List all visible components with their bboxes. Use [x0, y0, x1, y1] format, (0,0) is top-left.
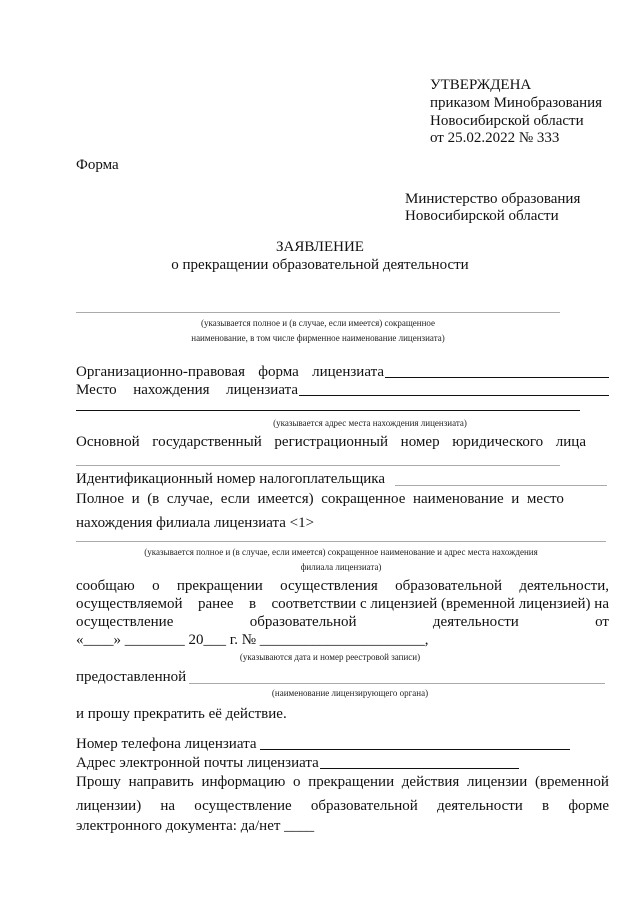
org-form-label — [76, 363, 384, 381]
notify-word: лицензии — [467, 774, 528, 790]
notify-word: (временной — [534, 774, 609, 790]
ogrn-word: государственный — [152, 434, 262, 450]
org-form-field[interactable] — [385, 377, 609, 378]
body-line-1 — [76, 577, 609, 595]
request-end: и прошу прекратить её действие. — [76, 706, 287, 722]
location-word: Место — [76, 382, 117, 398]
authority-field[interactable] — [189, 683, 605, 684]
branch-word: и — [511, 491, 520, 507]
notify-word: прекращении — [308, 774, 395, 790]
branch-word: и — [131, 491, 140, 507]
body-word: сообщаю — [76, 578, 135, 594]
body-word: деятельности, — [519, 578, 609, 594]
org-form-word: форма — [258, 364, 299, 380]
provided-label: предоставленной — [76, 669, 187, 685]
hint-name-line-2: наименование, в том числе фирменное наименование лицензиата) — [191, 333, 445, 343]
body-line-3 — [76, 613, 609, 631]
inn-label: Идентификационный номер налогоплательщика — [76, 471, 386, 487]
ogrn-word: регистрационный — [274, 434, 389, 450]
ogrn-label — [76, 433, 586, 451]
branch-label-line-1 — [76, 490, 564, 508]
branch-word: сокращенное — [321, 491, 406, 507]
body-word: в — [248, 596, 257, 612]
hint-address: (указывается адрес места нахождения лицензиата) — [273, 418, 467, 428]
branch-label-line-2: нахождения филиала лицензиата <1> — [76, 515, 315, 531]
body-word: осуществляемой — [76, 596, 183, 612]
phone-label: Номер телефона лицензиата — [76, 736, 257, 752]
branch-word: имеется) — [257, 491, 314, 507]
body-word: образовательной — [395, 578, 503, 594]
ogrn-word: лица — [555, 434, 586, 450]
body-word: деятельности — [432, 614, 519, 630]
approval-line-4: от 25.02.2022 № 333 — [430, 130, 560, 146]
hint-authority: (наименование лицензирующего органа) — [271, 688, 429, 698]
ogrn-field[interactable] — [76, 465, 560, 466]
notify-word: направить — [128, 774, 194, 790]
inn-field[interactable] — [395, 485, 607, 486]
approval-line-3: Новосибирской области — [430, 113, 584, 129]
branch-word: случае, — [166, 491, 214, 507]
body-word: о — [152, 578, 160, 594]
location-field-cont[interactable] — [76, 410, 580, 411]
notify-word: Прошу — [76, 774, 121, 790]
form-label: Форма — [76, 157, 119, 173]
location-label — [76, 381, 298, 399]
phone-field[interactable] — [260, 749, 570, 750]
notify-word: деятельности — [436, 798, 523, 814]
notify-word: форме — [568, 798, 609, 814]
branch-word: если — [220, 491, 250, 507]
approval-line-1: УТВЕРЖДЕНА — [430, 77, 532, 93]
notify-word: лицензии) — [76, 798, 142, 814]
branch-field[interactable] — [76, 541, 606, 542]
location-word: лицензиата — [226, 382, 298, 398]
body-line-2 — [76, 595, 609, 613]
notify-word: на — [160, 798, 176, 814]
ogrn-word: Основной — [76, 434, 140, 450]
hint-branch-line-1: (указывается полное и (в случае, если имеется) сокращенное наименование и адрес места нахождения — [144, 547, 538, 557]
notify-line-2 — [76, 797, 609, 815]
approval-line-2: приказом Минобразования — [430, 95, 603, 111]
recipient-line-2: Новосибирской области — [405, 208, 559, 224]
email-field[interactable] — [320, 768, 519, 769]
body-word: осуществления — [280, 578, 378, 594]
notify-word: в — [542, 798, 550, 814]
body-word: соответствии с лицензией (временной лицензией) на — [271, 596, 609, 612]
ogrn-word: юридического — [452, 434, 544, 450]
email-label: Адрес электронной почты лицензиата — [76, 755, 319, 771]
branch-word: место — [526, 491, 564, 507]
org-form-word: лицензиата — [312, 364, 384, 380]
notify-word: образовательной — [310, 798, 418, 814]
hint-branch-line-2: филиала лицензиата) — [300, 562, 382, 572]
body-word: осуществление — [76, 614, 174, 630]
notify-word: действия — [401, 774, 460, 790]
notify-line-3[interactable]: электронного документа: да/нет ____ — [76, 818, 315, 834]
notify-word: о — [293, 774, 301, 790]
license-date-number-field[interactable]: «____» ________ 20___ г. № ______________________, — [76, 632, 429, 648]
body-word: прекращении — [176, 578, 263, 594]
document-title: ЗАЯВЛЕНИЕ — [276, 239, 364, 255]
body-word: образовательной — [249, 614, 357, 630]
notify-word: осуществление — [194, 798, 292, 814]
location-word: нахождения — [133, 382, 210, 398]
notify-line-1 — [76, 773, 609, 791]
branch-word: наименование — [412, 491, 504, 507]
document-subtitle: о прекращении образовательной деятельности — [171, 257, 469, 273]
location-field[interactable] — [299, 395, 609, 396]
body-word: ранее — [198, 596, 234, 612]
branch-word: Полное — [76, 491, 124, 507]
hint-name-line-1: (указывается полное и (в случае, если имеется) сокращенное — [200, 318, 436, 328]
ogrn-word: номер — [400, 434, 440, 450]
org-form-word: Организационно-правовая — [76, 364, 245, 380]
hint-date: (указываются дата и номер реестровой записи) — [239, 652, 421, 662]
notify-word: информацию — [201, 774, 286, 790]
recipient-line-1: Министерство образования — [405, 191, 581, 207]
body-word: от — [595, 614, 609, 630]
licensee-name-line[interactable] — [76, 312, 560, 313]
branch-word: (в — [147, 491, 160, 507]
